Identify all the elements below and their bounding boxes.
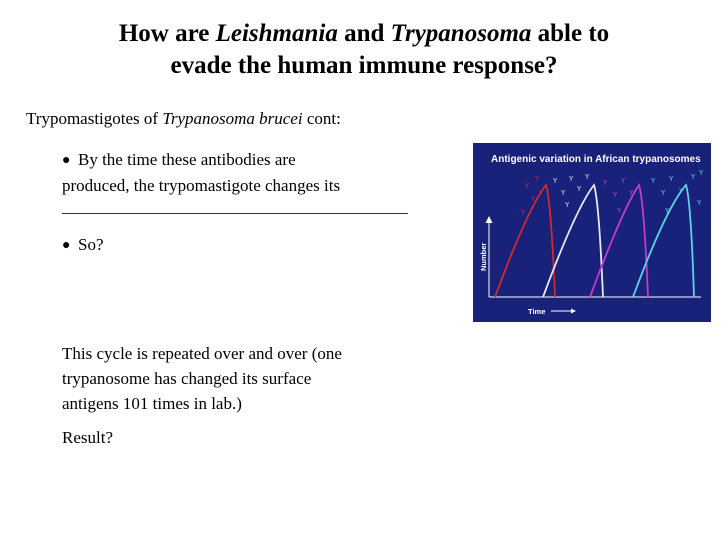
title-trypanosoma: Trypanosoma <box>390 20 532 47</box>
marker-magenta: Y <box>617 207 622 215</box>
title-leishmania: Leishmania <box>215 20 338 47</box>
marker-magenta: Y <box>621 177 626 185</box>
marker-white: Y <box>585 173 590 181</box>
marker-magenta: Y <box>613 191 618 199</box>
marker-red: Y <box>539 189 544 197</box>
marker-red: Y <box>535 175 540 183</box>
title-word-how-are: How are <box>118 20 210 47</box>
marker-white: Y <box>561 189 566 197</box>
antigenic-variation-figure <box>473 143 711 322</box>
figure-title: Antigenic variation in African trypanosomes <box>491 154 701 165</box>
marker-red: Y <box>531 195 536 203</box>
marker-white: Y <box>577 185 582 193</box>
title-line-1 <box>20 18 708 50</box>
marker-cyan: Y <box>699 169 704 177</box>
marker-red: Y <box>525 182 530 190</box>
marker-red: Y <box>521 209 526 217</box>
slide-title <box>20 18 708 82</box>
title-word-and: and <box>344 20 385 47</box>
intro-suffix: cont: <box>306 109 341 128</box>
intro-prefix: Trypomastigotes of <box>26 109 159 128</box>
intro-line <box>26 109 341 129</box>
marker-magenta: Y <box>629 189 634 197</box>
marker-cyan: Y <box>651 177 656 185</box>
bullet-so-text: So? <box>78 235 104 254</box>
intro-species: Trypanosoma brucei <box>162 109 303 128</box>
marker-white: Y <box>569 175 574 183</box>
marker-magenta: Y <box>603 179 608 187</box>
marker-cyan: Y <box>665 207 670 215</box>
title-word-able-to: able to <box>537 20 610 47</box>
bullet-dot-icon: ● <box>62 153 71 168</box>
marker-cyan: Y <box>691 173 696 181</box>
marker-cyan: Y <box>697 199 702 207</box>
cycle-paragraph <box>62 341 342 416</box>
y-axis-label: Number <box>479 242 488 271</box>
blank-answer-line <box>62 213 408 214</box>
result-text: Result? <box>62 428 113 447</box>
bullet-antibodies-text-1: By the time these antibodies are <box>78 150 296 169</box>
bullet-antibodies-line-2: produced, the trypomastigote changes its <box>62 176 341 195</box>
cycle-paragraph-line-1: This cycle is repeated over and over (one <box>62 344 342 363</box>
marker-white: Y <box>565 201 570 209</box>
bullet-dot-icon: ● <box>62 238 71 253</box>
marker-cyan: Y <box>679 187 684 195</box>
title-line-2: evade the human immune response? <box>170 52 558 79</box>
figure-background <box>473 143 711 322</box>
cycle-paragraph-line-2: trypanosome has changed its surface <box>62 369 312 388</box>
bullet-so <box>62 232 104 258</box>
bullet-antibodies <box>62 147 340 198</box>
marker-cyan: Y <box>669 175 674 183</box>
cycle-paragraph-line-3: antigens 101 times in lab.) <box>62 394 242 413</box>
x-axis-label: Time <box>528 307 546 316</box>
marker-white: Y <box>553 177 558 185</box>
marker-cyan: Y <box>661 189 666 197</box>
bullet-antibodies-line-1 <box>62 147 340 173</box>
